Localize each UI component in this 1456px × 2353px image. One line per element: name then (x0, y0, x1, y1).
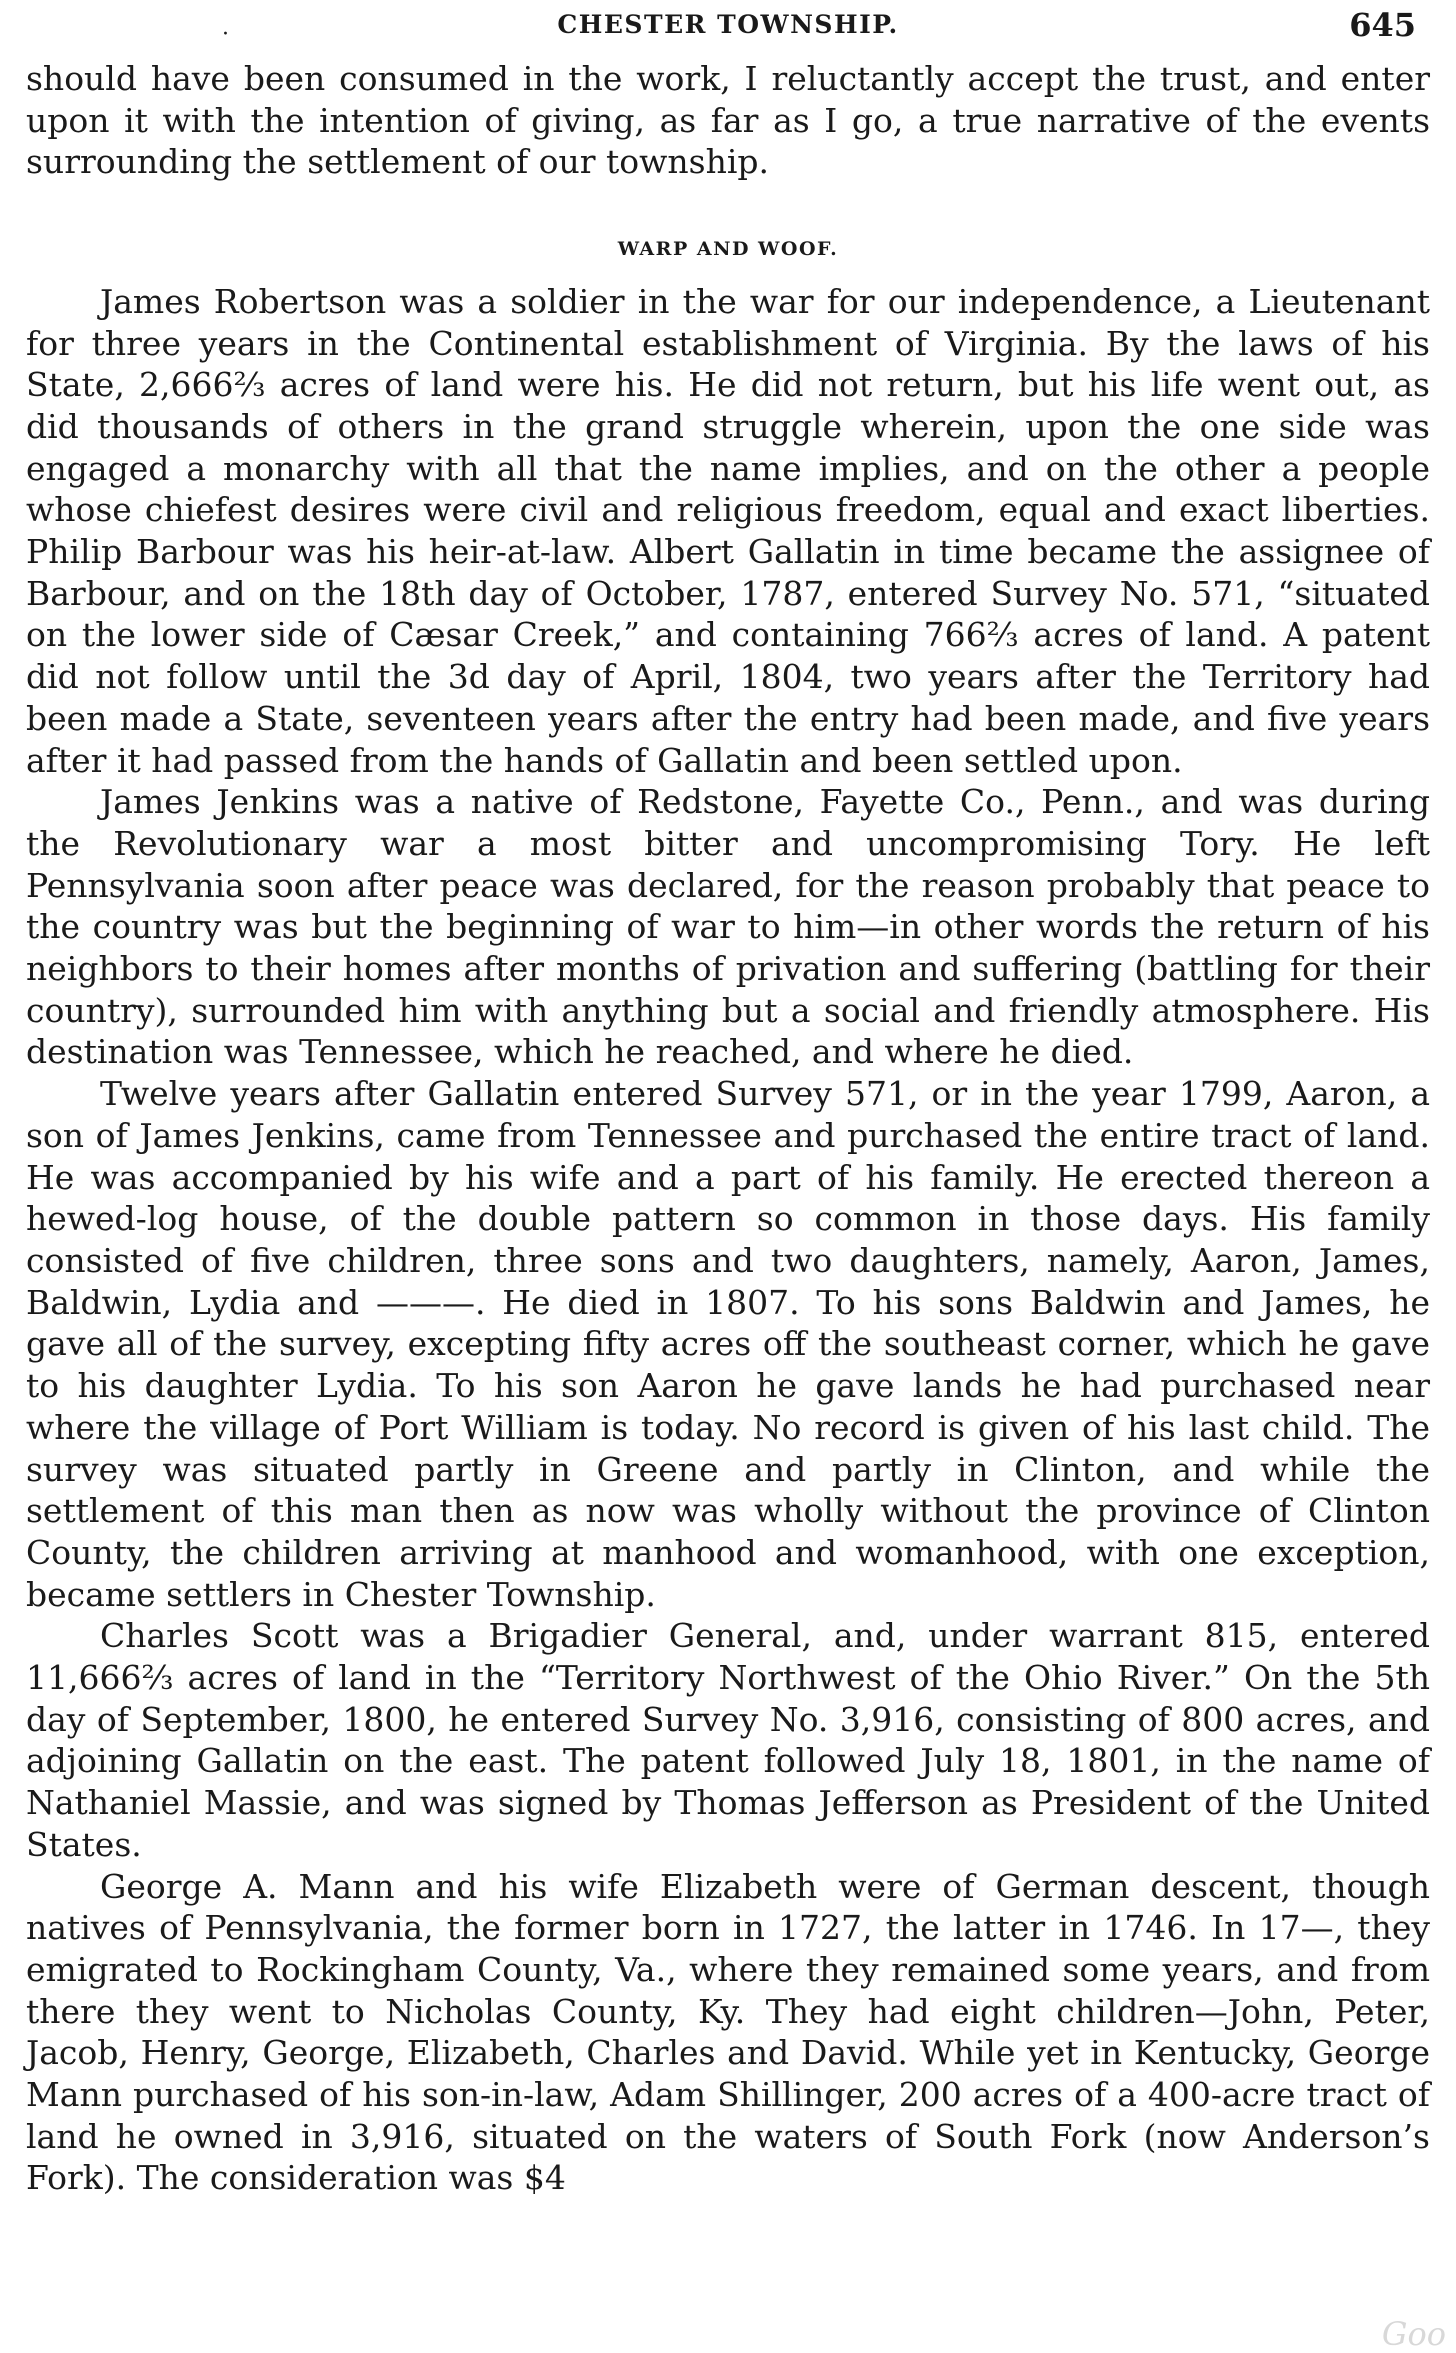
watermark: Goo (1381, 2315, 1446, 2353)
header-marker: · (222, 22, 229, 47)
running-header (26, 0, 1430, 58)
page-number: 645 (1349, 6, 1416, 44)
paragraph-robertson: James Robertson was a soldier in the war for our independence, a Lieutenant for three years in the Continental establishment of Virginia. By the laws of his State, 2,666⅔ acres of land were his. He did not return, but his life went out, as did thousands of others in the grand struggle wherein, upon the one side was engaged a monarchy with all that the name implies, and on the other a people whose chiefest desires were civil and religious freedom, equal and exact liberties. Philip Barbour was his heir-at-law. Albert Gallatin in time became the assignee of Barbour, and on the 18th day of October, 1787, entered Survey No. 571, “situated on the lower side of Cæsar Creek,” and containing 766⅔ acres of land. A patent did not follow until the 3d day of April, 1804, two years after the Territory had been made a State, seventeen years after the entry had been made, and five years after it had passed from the hands of Gallatin and been settled upon. (26, 281, 1430, 780)
body-text (26, 58, 1430, 2199)
paragraph-aaron-jenkins: Twelve years after Gallatin entered Survey 571, or in the year 1799, Aaron, a son of James Jenkins, came from Tennessee and purchased the entire tract of land. He was accompanied by his wife and a part of his family. He erected thereon a hewed-log house, of the double pattern so common in those days. His family consisted of five children, three sons and two daughters, namely, Aaron, James, Baldwin, Lydia and ———. He died in 1807. To his sons Baldwin and James, he gave all of the survey, excepting fifty acres off the southeast corner, which he gave to his daughter Lydia. To his son Aaron he gave lands he had purchased near where the village of Port William is today. No record is given of his last child. The survey was situated partly in Greene and partly in Clinton, and while the settlement of this man then as now was wholly without the province of Clinton County, the children arriving at manhood and womanhood, with one exception, became settlers in Chester Township. (26, 1074, 1430, 1614)
page-title: CHESTER TOWNSHIP. (557, 10, 899, 39)
paragraph-scott: Charles Scott was a Brigadier General, and, under warrant 815, entered 11,666⅔ acres of land in the “Territory Northwest of the Ohio River.” On the 5th day of September, 1800, he entered Survey No. 3,916, consisting of 800 acres, and adjoining Gallatin on the east. The patent followed July 18, 1801, in the name of Nathaniel Massie, and was signed by Thomas Jefferson as President of the United States. (26, 1616, 1430, 1864)
intro-paragraph: should have been consumed in the work, I reluctantly accept the trust, and enter upon it with the intention of giving, as far as I go, a true narrative of the events surrounding the settlement of our township. (26, 59, 1430, 182)
paragraph-mann: George A. Mann and his wife Elizabeth were of German descent, though natives of Pennsylvania, the former born in 1727, the latter in 1746. In 17—, they emigrated to Rockingham County, Va., where they remained some years, and from there they went to Nicholas County, Ky. They had eight children—John, Peter, Jacob, Henry, George, Elizabeth, Charles and David. While yet in Kentucky, George Mann purchased of his son-in-law, Adam Shillinger, 200 acres of a 400-acre tract of land he owned in 3,916, situated on the waters of South Fork (now Anderson’s Fork). The consideration was $4 (26, 1866, 1430, 2198)
section-heading: WARP AND WOOF. (617, 238, 839, 261)
paragraph-jenkins: James Jenkins was a native of Redstone, Fayette Co., Penn., and was during the Revolutionary war a most bitter and uncompromising Tory. He left Pennsylvania soon after peace was declared, for the reason probably that peace to the country was but the beginning of war to him—in other words the return of his neighbors to their homes after months of privation and suffering (battling for their country), surrounded him with anything but a social and friendly atmosphere. His destination was Tennessee, which he reached, and where he died. (26, 782, 1430, 1072)
book-page (26, 0, 1430, 2199)
